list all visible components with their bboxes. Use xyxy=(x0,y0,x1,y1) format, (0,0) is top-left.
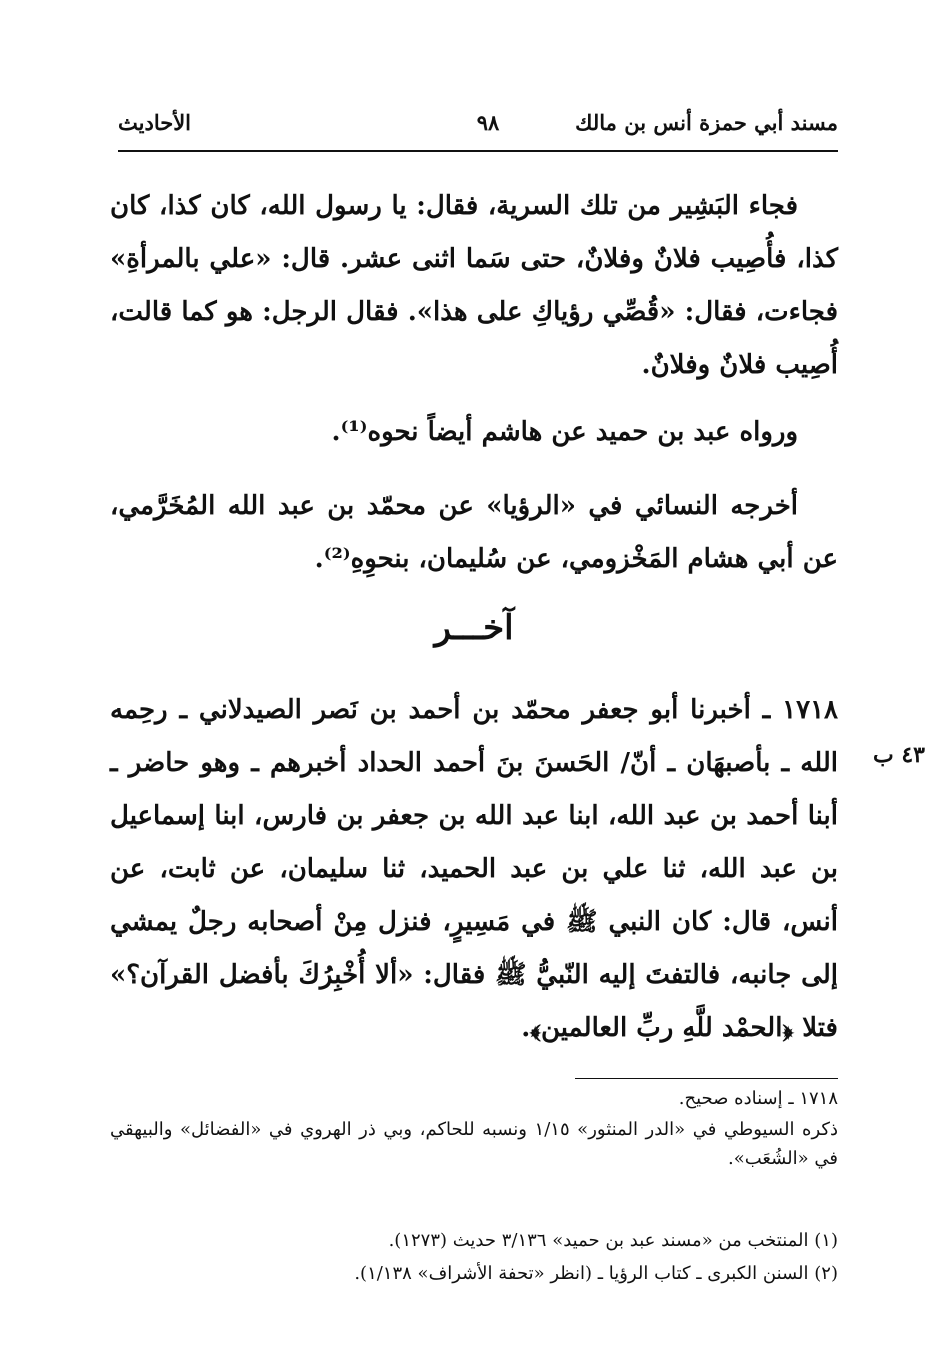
manuscript-folio-note: ٤٣ ب xyxy=(872,742,925,768)
paragraph-nasai: أخرجه النسائي في «الرؤيا» عن محمّد بن عبد الله المُخَرَّمي، عن أبي هشام المَخْزومي، عن سُليمان، بنحوِهِ⁽²⁾. xyxy=(110,491,838,574)
page-header xyxy=(118,110,838,150)
footnote-1718-isnad: ١٧١٨ ـ إسناده صحيح. xyxy=(678,1088,838,1109)
footnote-divider xyxy=(575,1078,838,1079)
section-heading: آخـــر xyxy=(434,608,514,648)
page-number: ٩٨ xyxy=(476,110,500,135)
paragraph-abd-bin-humaid: ورواه عبد بن حميد عن هاشم أيضاً نحوه⁽¹⁾. xyxy=(331,417,798,447)
running-title-book: مسند أبي حمزة أنس بن مالك xyxy=(575,110,838,135)
footnote-1: (١) المنتخب من «مسند عبد بن حميد» ٣/١٣٦ حديث (١٢٧٣). xyxy=(388,1230,838,1251)
paragraph-narration: فجاء البَشِير من تلك السرية، فقال: يا رسول الله، كان كذا، كان كذا، فأُصِيب فلانٌ وفلانٌ، حتى سَما اثنى عشر. قال: «علي بالمرأةِ» فجاءت، فقال: «قُصِّي رؤياكِ على هذا». فقال الرجل: هو كما قالت، أُصِيب فلانٌ وفلانٌ. xyxy=(110,191,838,380)
header-divider xyxy=(118,150,838,152)
hadith-1718: ١٧١٨ ـ أخبرنا أبو جعفر محمّد بن أحمد بن نَصر الصيدلاني ـ رحِمه الله ـ بأصبهَان ـ أنّ/ الحَسنَ بنَ أحمد الحداد أخبرهم ـ وهو حاضر ـ أبنا أحمد بن عبد الله، ابنا عبد الله بن جعفر بن فارس، ابنا إسماعيل بن عبد الله، ثنا علي بن عبد الحميد، ثنا سليمان، عن ثابت، عن أنس، قال: كان النبي ﷺ في مَسِيرٍ، فنزل مِنْ أصحابه رجلٌ يمشي إلى جانبه، فالتفتَ إليه النّبيُّ ﷺ فقال: «ألا أُخْبِرُكَ بأفضل القرآن؟» فتلا ﴿الحمْد للَّهِ ربِّ العالمين﴾. xyxy=(110,695,838,1043)
footnote-2: (٢) السنن الكبرى ـ كتاب الرؤيا ـ (انظر «تحفة الأشراف» ١/١٣٨). xyxy=(354,1263,838,1284)
running-title-section: الأحاديث xyxy=(118,110,192,135)
footnote-1718-source: ذكره السيوطي في «الدر المنثور» ١/١٥ ونسبه للحاكم، وبي ذر الهروي في «الفضائل» والبيهقي في «الشُعَب». xyxy=(110,1119,838,1169)
